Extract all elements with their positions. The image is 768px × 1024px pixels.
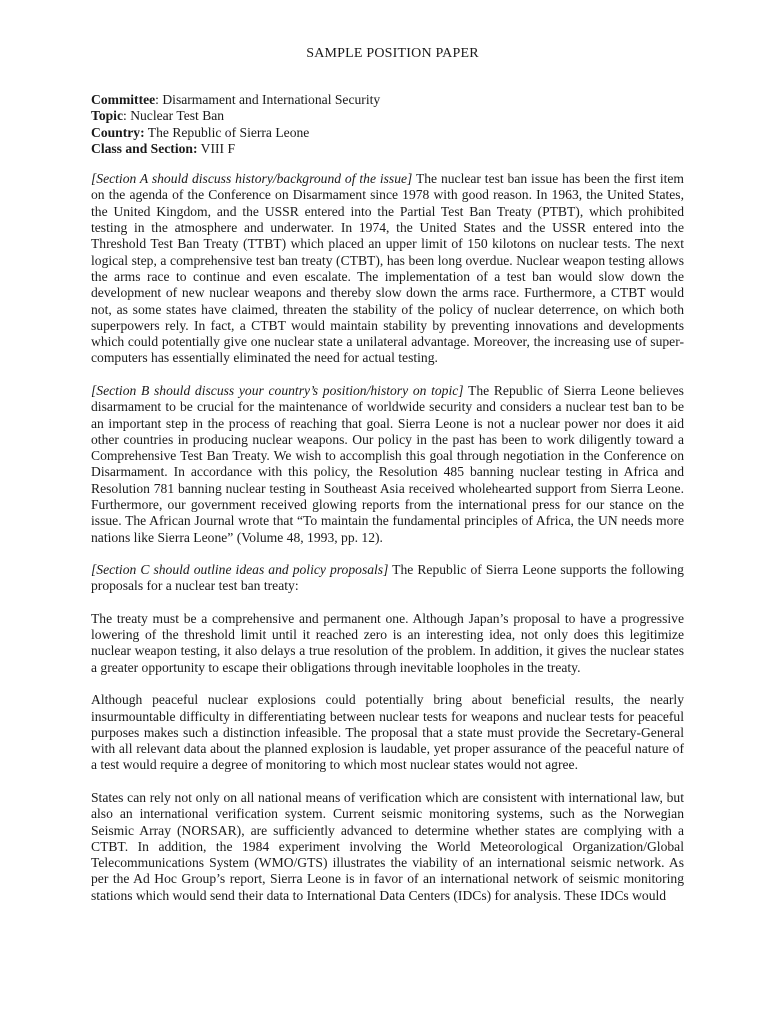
meta-committee [91,92,684,108]
meta-label: Class and Section: [91,140,198,156]
section-b-paragraph [91,383,684,546]
body-paragraph-comprehensive-treaty: The treaty must be a comprehensive and permanent one. Although Japan’s proposal to have a progressive lowering of the threshold limit until it reached zero is an interesting idea, not only does this legitimize nuclear weapon testing, it also delays a true resolution of the problem. In addition, it gives the nuclear states a greater opportunity to escape their obligations through inevitable loopholes in the treaty. [91,610,684,675]
section-b-text: The Republic of Sierra Leone believes disarmament to be crucial for the maintenance of worldwide security and considers a nuclear test ban to be an important step in the process of reaching that goal. Sierra Leone is not a nuclear power nor does it aid other countries in producing nuclear weapons. Our policy in the past has been to work diligently toward a Comprehensive Test Ban Treaty. We wish to accomplish this goal through negotiation in the Conference on Disarmament. In accordance with this policy, the Resolution 485 banning nuclear testing in Africa and Resolution 781 banning nuclear testing in Southeast Asia received wholehearted support from Sierra Leone. Furthermore, our government received glowing reports from the international press for our stance on the issue. The African Journal wrote that “To maintain the fundamental principles of Africa, the UN needs more nations like Sierra Leone” (Volume 48, 1993, pp. 12). [91,382,684,545]
meta-topic [91,108,684,124]
meta-label: Topic [91,108,123,124]
document-title: SAMPLE POSITION PAPER [306,46,479,61]
body-paragraph-verification: States can rely not only on all national means of verification which are consistent with international law, but also an international verification system. Current seismic monitoring systems, such as the Norwegian Seismic Array (NORSAR), are sufficiently advanced to determine whether states are complying with a CTBT. In addition, the 1984 experiment involving the World Meteorological Organization/Global Telecommunications System (WMO/GTS) illustrates the viability of an international seismic network. As per the Ad Hoc Group’s report, Sierra Leone is in favor of an international network of seismic monitoring stations which would send their data to International Data Centers (IDCs) for analysis. These IDCs would [91,789,684,903]
section-a-paragraph [91,171,684,367]
meta-label: Country: [91,124,145,140]
document-meta [91,92,684,157]
section-b-note: [Section B should discuss your country’s position/history on topic] [91,382,464,398]
meta-separator: : [155,92,163,107]
meta-value: VIII F [200,140,236,156]
meta-value: Disarmament and International Security [162,92,381,107]
meta-value: Nuclear Test Ban [130,108,225,124]
section-c-note: [Section C should outline ideas and policy proposals] [91,562,389,578]
section-a-note: [Section A should discuss history/background of the issue] [91,171,413,187]
section-a-text: The nuclear test ban issue has been the first item on the agenda of the Conference on Disarmament since 1978 with good reason. In 1963, the United States, the United Kingdom, and the USSR entered into the Partial Test Ban Treaty (PTBT), which prohibited testing in the atmosphere and underwater. In 1974, the United States and the USSR entered into the Threshold Test Ban Treaty (TTBT) which placed an upper limit of 150 kilotons on nuclear tests. The next logical step, a comprehensive test ban treaty (CTBT), has been long overdue. Nuclear weapon testing allows the arms race to continue and even escalate. The implementation of a test ban would slow down the development of new nuclear weapons and thereby slow down the arms race. Furthermore, a CTBT would not, as some states have claimed, threaten the stability of the policy of nuclear deterrence, on which both superpowers rely. In fact, a CTBT would maintain stability by preventing innovations and developments which could potentially give one nuclear state a unilateral advantage. Moreover, the increasing use of super-computers has essentially eliminated the need for actual testing. [91,171,684,366]
meta-class-section [91,141,684,157]
meta-value: The Republic of Sierra Leone [147,124,310,140]
body-paragraph-peaceful-explosions: Although peaceful nuclear explosions could potentially bring about beneficial results, the nearly insurmountable difficulty in differentiating between nuclear tests for weapons and nuclear tests for peaceful purposes makes such a distinction infeasible. The proposal that a state must provide the Secretary-General with all relevant data about the planned explosion is laudable, yet proper assurance of the peaceful nature of a test would require a degree of monitoring to which most nuclear states would not agree. [91,692,684,773]
meta-separator: : [123,108,131,124]
section-c-text: The Republic of Sierra Leone supports the following proposals for a nuclear test ban treaty: [91,562,684,594]
meta-country [91,125,684,141]
meta-label: Committee [91,92,156,107]
section-c-paragraph [91,562,684,595]
